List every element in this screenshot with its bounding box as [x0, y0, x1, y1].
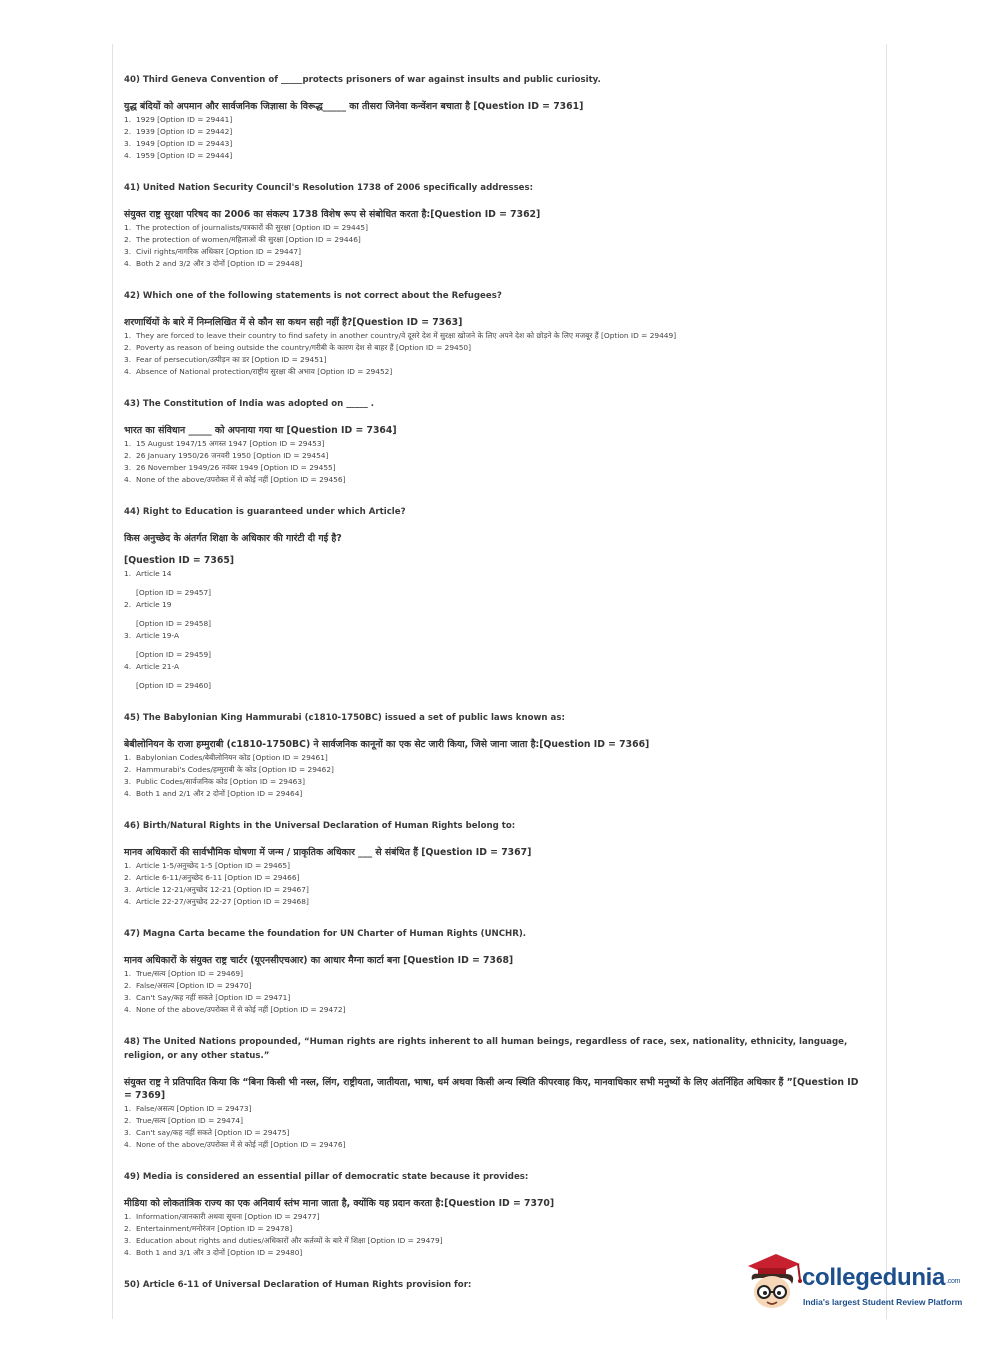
- option-item: 1. 1929 [Option ID = 29441]: [124, 115, 233, 124]
- option-text: Information/जानकारी अथवा सूचना [Option ID = 29477]: [136, 1212, 320, 1221]
- option-text: True/सत्य [Option ID = 29474]: [136, 1116, 244, 1125]
- question-text-en: 43) The Constitution of India was adopted on _____ .: [124, 399, 374, 409]
- option-text: The protection of women/महिलाओं की सुरक्षा [Option ID = 29446]: [136, 235, 361, 244]
- option-text: Education about rights and duties/अधिकारों और कर्तव्यों के बारे में शिक्षा [Option ID = 29479]: [136, 1236, 443, 1245]
- option-text: Entertainment/मनोरंजन [Option ID = 29478]: [136, 1224, 293, 1233]
- option-item: 3. Education about rights and duties/अधिकारों और कर्तव्यों के बारे में शिक्षा [Option ID = 29479]: [124, 1236, 443, 1245]
- option-item: 1. They are forced to leave their country to find safety in another country/वे दूसरे देश में सुरक्षा खोजने के लिए अपने देश को छोड़ने के लिए मजबूर हैं [Option ID = 29449]: [124, 331, 677, 340]
- option-list: [124, 114, 864, 162]
- question-47: [124, 927, 864, 1016]
- option-item: 2. 1939 [Option ID = 29442]: [124, 127, 233, 136]
- brand-name: collegedunia.com: [802, 1264, 961, 1291]
- option-text: Both 2 and 3/2 और 3 दोनों [Option ID = 29448]: [136, 259, 303, 268]
- option-item: 2. True/सत्य [Option ID = 29474]: [124, 1116, 244, 1125]
- option-list: [124, 438, 864, 486]
- option-item: 1. False/असत्य [Option ID = 29473]: [124, 1104, 252, 1113]
- option-text: Civil rights/नागरिक अधिकार [Option ID = 29447]: [136, 247, 302, 256]
- question-text-en: 50) Article 6-11 of Universal Declaration of Human Rights provision for:: [124, 1280, 472, 1290]
- option-text: They are forced to leave their country to find safety in another country/वे दूसरे देश में सुरक्षा खोजने के लिए अपने देश को छोड़ने के लिए मजबूर हैं [Option ID = 29449]: [136, 331, 677, 340]
- question-text-hi: संयुक्त राष्ट्र सुरक्षा परिषद का 2006 का संकल्प 1738 विशेष रूप से संबोधित करता है:[Question ID = 7362]: [124, 209, 541, 220]
- option-item: 1. Article 14 [Option ID = 29457]: [124, 568, 864, 599]
- question-48: [124, 1035, 864, 1151]
- option-text: 1939 [Option ID = 29442]: [136, 127, 233, 136]
- option-item: 2. Article 6-11/अनुच्छेद 6-11 [Option ID = 29466]: [124, 873, 300, 882]
- option-item: 3. Fear of persecution/उत्पीड़न का डर [Option ID = 29451]: [124, 355, 327, 364]
- option-item: 4. Both 1 and 3/1 और 3 दोनों [Option ID = 29480]: [124, 1248, 303, 1257]
- question-45: [124, 711, 864, 800]
- question-text-en: 42) Which one of the following statements is not correct about the Refugees?: [124, 291, 502, 301]
- option-item: 4. None of the above/उपरोक्त में से कोई नहीं [Option ID = 29456]: [124, 475, 346, 484]
- brand-domain: .com: [946, 1278, 961, 1285]
- option-text: Article 22-27/अनुच्छेद 22-27 [Option ID = 29468]: [136, 897, 309, 906]
- option-item: 2. 26 January 1950/26 जनवरी 1950 [Option ID = 29454]: [124, 451, 329, 460]
- question-44: [124, 505, 864, 692]
- option-item: 3. Public Codes/सार्वजनिक कोड [Option ID = 29463]: [124, 777, 305, 786]
- option-item: 4. Article 22-27/अनुच्छेद 22-27 [Option ID = 29468]: [124, 897, 309, 906]
- option-text: Article 1-5/अनुच्छेद 1-5 [Option ID = 29465]: [136, 861, 291, 870]
- option-list: [124, 222, 864, 270]
- option-text: Article 12-21/अनुच्छेद 12-21 [Option ID = 29467]: [136, 885, 309, 894]
- question-40: [124, 73, 864, 162]
- question-text-en: 47) Magna Carta became the foundation for UN Charter of Human Rights (UNCHR).: [124, 929, 527, 939]
- option-id: [Option ID = 29460]: [136, 681, 212, 690]
- mascot-icon: [742, 1250, 804, 1316]
- option-item: 4. Article 21-A [Option ID = 29460]: [124, 661, 864, 692]
- option-item: 1. The protection of journalists/पत्रकारों की सुरक्षा [Option ID = 29445]: [124, 223, 368, 232]
- option-item: 1. True/सत्य [Option ID = 29469]: [124, 969, 244, 978]
- question-text-en: 44) Right to Education is guaranteed under which Article?: [124, 507, 406, 517]
- question-text-hi: किस अनुच्छेद के अंतर्गत शिक्षा के अधिकार की गारंटी दी गई है?: [124, 533, 342, 544]
- option-item: 4. Absence of National protection/राष्ट्रीय सुरक्षा की अभाव [Option ID = 29452]: [124, 367, 393, 376]
- option-list: [124, 860, 864, 908]
- option-text: 15 August 1947/15 अगस्त 1947 [Option ID = 29453]: [136, 439, 325, 448]
- option-text: None of the above/उपरोक्त में से कोई नहीं [Option ID = 29472]: [136, 1005, 346, 1014]
- question-text-en: 40) Third Geneva Convention of _____protects prisoners of war against insults and public curiosity.: [124, 75, 601, 85]
- question-text-en: 49) Media is considered an essential pillar of democratic state because it provides:: [124, 1172, 529, 1182]
- option-item: 3. Can't Say/कह नहीं सकते [Option ID = 29471]: [124, 993, 291, 1002]
- question-text-en: 48) The United Nations propounded, “Human rights are rights inherent to all human beings, regardless of race, sex, nationality, ethnicity, language, religion, or any other status.”: [124, 1037, 848, 1061]
- option-item: 4. Both 2 and 3/2 और 3 दोनों [Option ID = 29448]: [124, 259, 303, 268]
- question-49: [124, 1170, 864, 1259]
- question-text-hi: बेबीलोनियन के राजा हम्मुराबी (c1810-1750BC) ने सार्वजनिक कानूनों का एक सेट जारी किया, जिसे जाना जाता है:[Question ID = 7366]: [124, 739, 650, 750]
- option-text: 26 January 1950/26 जनवरी 1950 [Option ID = 29454]: [136, 451, 329, 460]
- option-text: 1949 [Option ID = 29443]: [136, 139, 233, 148]
- question-text-hi: भारत का संविधान _____ को अपनाया गया था [Question ID = 7364]: [124, 425, 397, 436]
- option-item: 1. 15 August 1947/15 अगस्त 1947 [Option ID = 29453]: [124, 439, 325, 448]
- option-text: Hammurabi's Codes/हम्मुराबी के कोड [Option ID = 29462]: [136, 765, 334, 774]
- option-text: None of the above/उपरोक्त में से कोई नहीं [Option ID = 29476]: [136, 1140, 346, 1149]
- question-text-en: 45) The Babylonian King Hammurabi (c1810-1750BC) issued a set of public laws known as:: [124, 713, 565, 723]
- brand-tagline: India's largest Student Review Platform: [803, 1297, 963, 1307]
- question-text-hi: मानव अधिकारों की सार्वभौमिक घोषणा में जन्म / प्राकृतिक अधिकार ___ से संबंधित हैं [Question ID = 7367]: [124, 847, 532, 858]
- option-text: Article 19-A: [136, 631, 180, 640]
- option-list: [124, 1103, 864, 1151]
- question-id: [Question ID = 7365]: [124, 555, 235, 566]
- option-item: 1. Article 1-5/अनुच्छेद 1-5 [Option ID = 29465]: [124, 861, 291, 870]
- question-list: [124, 73, 864, 1311]
- option-item: 3. Article 12-21/अनुच्छेद 12-21 [Option ID = 29467]: [124, 885, 309, 894]
- option-item: 2. Hammurabi's Codes/हम्मुराबी के कोड [Option ID = 29462]: [124, 765, 334, 774]
- option-text: None of the above/उपरोक्त में से कोई नहीं [Option ID = 29456]: [136, 475, 346, 484]
- option-list: [124, 568, 864, 692]
- question-text-hi: युद्ध बंदियों को अपमान और सार्वजनिक जिज्ञासा के विरूद्ध_____ का तीसरा जिनेवा कन्वेंशन बचाता है [Question ID = 7361]: [124, 101, 584, 112]
- option-text: Can't say/कह नहीं सकते [Option ID = 29475]: [136, 1128, 290, 1137]
- option-text: Article 14: [136, 569, 172, 578]
- option-item: 4. None of the above/उपरोक्त में से कोई नहीं [Option ID = 29472]: [124, 1005, 346, 1014]
- option-id: [Option ID = 29459]: [136, 650, 212, 659]
- option-text: Poverty as reason of being outside the country/गरीबी के कारण देश से बाहर हैं [Option ID = 29450]: [136, 343, 472, 352]
- question-text-hi: मानव अधिकारों के संयुक्त राष्ट्र चार्टर (यूएनसीएचआर) का आधार मैग्ना कार्टा बना [Question ID = 7368]: [124, 955, 514, 966]
- option-item: 4. Both 1 and 2/1 और 2 दोनों [Option ID = 29464]: [124, 789, 303, 798]
- option-item: 1. Information/जानकारी अथवा सूचना [Option ID = 29477]: [124, 1212, 320, 1221]
- option-item: 2. The protection of women/महिलाओं की सुरक्षा [Option ID = 29446]: [124, 235, 361, 244]
- option-item: 1. Babylonian Codes/बेबीलोनियन कोड [Option ID = 29461]: [124, 753, 328, 762]
- option-text: 26 November 1949/26 नवंबर 1949 [Option ID = 29455]: [136, 463, 336, 472]
- question-46: [124, 819, 864, 908]
- option-text: True/सत्य [Option ID = 29469]: [136, 969, 244, 978]
- option-text: False/असत्य [Option ID = 29470]: [136, 981, 252, 990]
- question-text-hi: शरणार्थियों के बारे में निम्नलिखित में से कौन सा कथन सही नहीं है?[Question ID = 7363]: [124, 317, 463, 328]
- option-text: Article 21-A: [136, 662, 180, 671]
- option-item: 4. None of the above/उपरोक्त में से कोई नहीं [Option ID = 29476]: [124, 1140, 346, 1149]
- option-item: 4. 1959 [Option ID = 29444]: [124, 151, 233, 160]
- option-text: Absence of National protection/राष्ट्रीय सुरक्षा की अभाव [Option ID = 29452]: [136, 367, 393, 376]
- question-text-hi: मीडिया को लोकतांत्रिक राज्य का एक अनिवार्य स्तंभ माना जाता है, क्योंकि यह प्रदान करता है:[Question ID = 7370]: [124, 1198, 555, 1209]
- option-item: 3. 26 November 1949/26 नवंबर 1949 [Option ID = 29455]: [124, 463, 336, 472]
- option-item: 3. Can't say/कह नहीं सकते [Option ID = 29475]: [124, 1128, 290, 1137]
- option-text: 1929 [Option ID = 29441]: [136, 115, 233, 124]
- option-text: Fear of persecution/उत्पीड़न का डर [Option ID = 29451]: [136, 355, 327, 364]
- option-item: 3. Article 19-A [Option ID = 29459]: [124, 630, 864, 661]
- question-text-en: 41) United Nation Security Council's Resolution 1738 of 2006 specifically addresses:: [124, 183, 534, 193]
- option-text: Both 1 and 3/1 और 3 दोनों [Option ID = 29480]: [136, 1248, 303, 1257]
- option-item: 2. Article 19 [Option ID = 29458]: [124, 599, 864, 630]
- question-41: [124, 181, 864, 270]
- question-42: [124, 289, 864, 378]
- option-id: [Option ID = 29458]: [136, 619, 212, 628]
- option-id: [Option ID = 29457]: [136, 588, 212, 597]
- option-text: Article 19: [136, 600, 172, 609]
- option-item: 2. Entertainment/मनोरंजन [Option ID = 29478]: [124, 1224, 293, 1233]
- option-list: [124, 330, 864, 378]
- option-text: Both 1 and 2/1 और 2 दोनों [Option ID = 29464]: [136, 789, 303, 798]
- option-item: 3. Civil rights/नागरिक अधिकार [Option ID = 29447]: [124, 247, 302, 256]
- option-item: 2. Poverty as reason of being outside the country/गरीबी के कारण देश से बाहर हैं [Option ID = 29450]: [124, 343, 472, 352]
- option-text: False/असत्य [Option ID = 29473]: [136, 1104, 252, 1113]
- option-text: Public Codes/सार्वजनिक कोड [Option ID = 29463]: [136, 777, 305, 786]
- option-text: 1959 [Option ID = 29444]: [136, 151, 233, 160]
- option-text: Babylonian Codes/बेबीलोनियन कोड [Option ID = 29461]: [136, 753, 328, 762]
- option-text: The protection of journalists/पत्रकारों की सुरक्षा [Option ID = 29445]: [136, 223, 368, 232]
- question-43: [124, 397, 864, 486]
- option-text: Can't Say/कह नहीं सकते [Option ID = 29471]: [136, 993, 291, 1002]
- question-text-hi: संयुक्त राष्ट्र ने प्रतिपादित किया कि “बिना किसी भी नस्ल, लिंग, राष्ट्रीयता, जातीयता, भाषा, धर्म अथवा किसी अन्य स्थिति कीपरवाह किए, मानवाधिकार सभी मनुष्यों के लिए अंतर्निहित अधिकार हैं ”[Question ID = 7369]: [124, 1077, 859, 1101]
- option-list: [124, 752, 864, 800]
- option-text: Article 6-11/अनुच्छेद 6-11 [Option ID = 29466]: [136, 873, 300, 882]
- option-item: 2. False/असत्य [Option ID = 29470]: [124, 981, 252, 990]
- collegedunia-logo[interactable]: [742, 1250, 982, 1320]
- option-item: 3. 1949 [Option ID = 29443]: [124, 139, 233, 148]
- question-text-en: 46) Birth/Natural Rights in the Universal Declaration of Human Rights belong to:: [124, 821, 516, 831]
- option-list: [124, 968, 864, 1016]
